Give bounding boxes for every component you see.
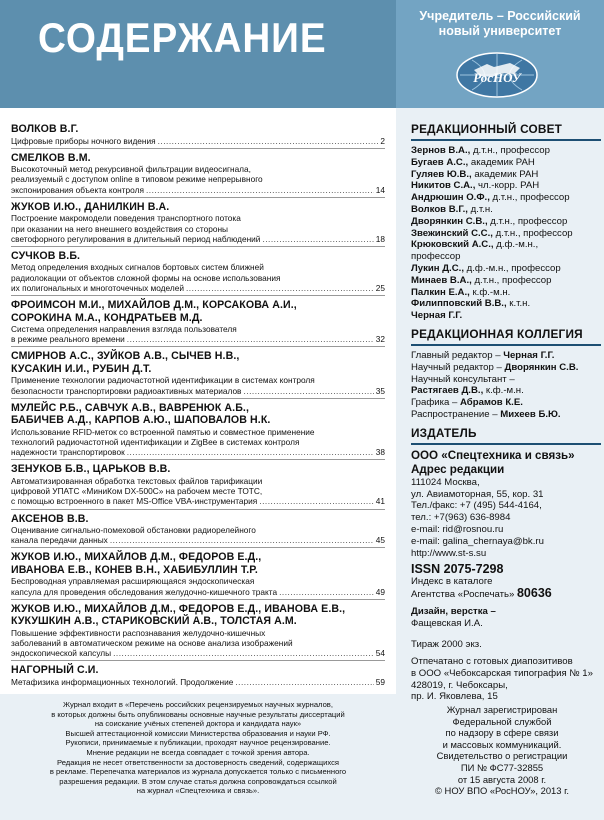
toc-page-number: 45 xyxy=(375,535,385,546)
design-name: Фащевская И.А. xyxy=(411,617,483,629)
address-title: Адрес редакции xyxy=(411,462,505,476)
member-role: д.т.н., профессор xyxy=(470,145,550,156)
toc-title-line xyxy=(11,628,385,638)
collegium-row xyxy=(411,385,601,397)
member-role: д.т.н. xyxy=(467,203,493,215)
member-role: д.т.н., профессор xyxy=(489,192,570,204)
address-line: 111024 Москва, xyxy=(411,476,480,488)
toc-page-number: 32 xyxy=(375,334,385,345)
print-info xyxy=(411,656,601,703)
toc-leader-dots xyxy=(113,648,374,658)
toc-leader-dots xyxy=(127,334,374,344)
member-name: Черная Г.Г. xyxy=(411,310,463,322)
registration-info xyxy=(404,704,600,797)
member-name: Филипповский В.В., xyxy=(411,298,507,310)
toc-leader-dots xyxy=(127,447,374,457)
toc-title: при оказании на него внешнего воздействия со стороны xyxy=(11,223,228,234)
toc-leader-dots xyxy=(235,677,373,687)
member-role: профессор xyxy=(411,251,461,263)
toc-title: радиолокации от объектов сложной формы на основе использования xyxy=(11,272,281,283)
registration-line: от 15 августа 2008 г. xyxy=(457,773,547,785)
toc-page-number: 59 xyxy=(375,676,385,687)
registration-line: ПИ № ФС77-32855 xyxy=(460,761,544,773)
toc-authors: МУЛЕЙС Р.Б., САВЧУК А.В., ВАВРЕНЮК А.Б., xyxy=(11,401,250,414)
board-member xyxy=(411,192,601,204)
member-name: Дворянкин С.В., xyxy=(411,215,488,227)
board-member xyxy=(411,263,601,275)
member-role: д.т.н., профессор xyxy=(471,274,552,286)
toc-entry xyxy=(11,120,385,148)
toc-page-number: 49 xyxy=(375,586,385,597)
toc-title-line xyxy=(11,648,385,658)
board-member xyxy=(411,251,601,263)
member-role: д.ф.-м.н., xyxy=(493,239,539,251)
collegium-role: Главный редактор – xyxy=(411,349,504,361)
toc-authors: КУКУШКИН А.В., СТАРИКОВСКИЙ А.В., ТОЛСТАЯ А.М. xyxy=(11,615,297,628)
collegium-row xyxy=(411,397,601,409)
toc-title-line xyxy=(11,224,385,234)
registration-line: и массовых коммуникаций. xyxy=(442,738,562,750)
section-divider xyxy=(411,344,601,346)
board-member xyxy=(411,180,601,192)
toc-authors: КУСАКИН И.И., РУБИН Д.Т. xyxy=(11,362,152,375)
member-name: Звежинский С.С., xyxy=(411,227,493,239)
toc-leader-dots xyxy=(186,283,374,293)
toc-leader-dots xyxy=(146,185,374,195)
toc-title-line xyxy=(11,576,385,586)
collegium-members xyxy=(411,350,601,421)
board-member xyxy=(411,216,601,228)
member-role: академик РАН xyxy=(471,168,539,180)
note-line: разрешения редакции. В этом случае статья должна сопровождаться ссылкой xyxy=(59,776,337,786)
toc-title-line xyxy=(11,587,385,597)
note-line: Журнал входит в «Перечень российских рецензируемых научных журналов, xyxy=(63,700,333,709)
toc-authors: БАБИЧЕВ А.Д., КАРПОВ А.Ю., ШАПОВАЛОВ Н.К. xyxy=(11,414,271,427)
toc-authors: ЖУКОВ И.Ю., ДАНИЛКИН В.А. xyxy=(11,200,170,213)
publisher-name: ООО «Спецтехника и связь» xyxy=(411,448,575,462)
member-role: д.ф.-м.н., профессор xyxy=(464,262,561,274)
index-label: Индекс в каталоге xyxy=(411,576,493,588)
editorial-sidebar xyxy=(411,122,601,703)
toc-title: с помощью встроенного в пакет MS-Office VBA-инструментария xyxy=(11,496,258,507)
toc-title-line xyxy=(11,164,385,174)
toc-title: Оценивание сигнально-помеховой обстановки радиорелейного xyxy=(11,525,256,536)
toc-title-line xyxy=(11,283,385,293)
toc-authors: ВОЛКОВ В.Г. xyxy=(11,123,79,135)
print-line: пр. И. Яковлева, 15 xyxy=(411,691,498,703)
section-divider xyxy=(411,443,601,445)
toc-entry xyxy=(11,599,385,661)
registration-line: по надзору в сфере связи xyxy=(445,727,559,739)
address-line: e-mail: rid@rosnou.ru xyxy=(411,523,504,535)
collegium-role: Научный редактор – xyxy=(411,361,505,373)
toc-page-number: 54 xyxy=(375,648,385,659)
board-title: РЕДАКЦИОННЫЙ СОВЕТ xyxy=(411,122,563,136)
toc-leader-dots xyxy=(243,386,373,396)
toc-title-line xyxy=(11,535,385,545)
member-name: Лукин Д.С., xyxy=(411,262,464,274)
member-name: Зернов В.А., xyxy=(411,145,471,156)
member-name: Гуляев Ю.В., xyxy=(411,168,472,180)
toc-authors: НАГОРНЫЙ С.И. xyxy=(11,664,99,677)
note-line: на соискание учёных степеней доктора и кандидата наук» xyxy=(94,719,302,729)
toc-leader-dots xyxy=(279,587,374,597)
toc-title: Высокоточный метод рекурсивной фильтрации видеосигнала, xyxy=(11,164,251,175)
toc-title-line xyxy=(11,496,385,506)
member-name: Волков В.Г., xyxy=(411,203,468,215)
journal-notes xyxy=(8,700,388,796)
collegium-row xyxy=(411,350,601,362)
toc-title-line xyxy=(11,234,385,244)
toc-title-line xyxy=(11,476,385,486)
founder-line: новый университет xyxy=(438,24,562,38)
collegium-name: Дворянкин С.В. xyxy=(504,361,579,373)
print-line: в ООО «Чебоксарская типография № 1» xyxy=(411,667,593,679)
logo-text: РосНОУ xyxy=(473,70,521,85)
toc-title-line xyxy=(11,386,385,396)
address-line: ул. Авиамоторная, 55, кор. 31 xyxy=(411,488,544,500)
note-line: Мнение редакции не всегда совпадает с точкой зрения автора. xyxy=(86,747,310,757)
toc-title: Автоматизированная обработка текстовых файлов тарификации xyxy=(11,475,263,486)
note-line: Редакция не несет ответственности за достоверность сведений, содержащихся xyxy=(56,757,340,767)
toc-authors: ЖУКОВ И.Ю., МИХАЙЛОВ Д.М., ФЕДОРОВ Е.Д., ИВАНОВА Е.В., xyxy=(11,602,346,615)
toc-title: Цифровые приборы ночного видения xyxy=(11,135,156,146)
toc-authors: СУЧКОВ В.Б. xyxy=(11,249,81,262)
member-name: Палкин Е.А., xyxy=(411,286,470,298)
note-line: Высшей аттестационной комиссии Министерства образования и науки РФ. xyxy=(65,728,331,738)
member-name: Бугаев А.С., xyxy=(411,156,469,168)
board-member xyxy=(411,157,601,169)
print-line: Отпечатано с готовых диапозитивов xyxy=(411,656,573,668)
board-member xyxy=(411,228,601,240)
toc-entry xyxy=(11,197,385,246)
address-line: http://www.st-s.su xyxy=(411,547,487,559)
toc-title: в режиме реального времени xyxy=(11,334,125,345)
toc-title-line xyxy=(11,334,385,344)
toc-title: Беспроводная управляемая расширяющаяся эндоскопическая xyxy=(11,576,255,587)
toc-title: Повышение эффективности распознавания желудочно-кишечных xyxy=(11,627,266,638)
toc-entry xyxy=(11,246,385,295)
toc-title: реализуемый с доступом online в типовом режиме непрерывного xyxy=(11,174,263,185)
toc-title: экспонирования объекта контроля xyxy=(11,184,144,195)
page-title: СОДЕРЖАНИЕ xyxy=(38,14,327,61)
member-role: академик РАН xyxy=(468,156,535,168)
toc-title-line xyxy=(11,677,385,687)
collegium-role: Распространение – xyxy=(411,408,501,420)
toc-title: Применение технологии радиочастотной идентификации в системах контроля xyxy=(11,375,315,386)
toc-leader-dots xyxy=(262,234,373,244)
toc-entry xyxy=(11,346,385,397)
board-member xyxy=(411,169,601,181)
toc-title-line xyxy=(11,273,385,283)
toc-entry xyxy=(11,459,385,508)
toc-entry xyxy=(11,660,385,689)
toc-page-number: 25 xyxy=(375,282,385,293)
toc-title-line xyxy=(11,136,385,146)
member-name: Крюковский А.С., xyxy=(411,239,494,251)
toc-page-number: 35 xyxy=(375,385,385,396)
board-member xyxy=(411,239,601,251)
address-lines xyxy=(411,477,601,560)
toc-title-line xyxy=(11,262,385,272)
toc-entry xyxy=(11,547,385,598)
toc-leader-dots xyxy=(259,496,373,506)
toc-title: эндоскопической капсулы xyxy=(11,648,112,659)
toc-title: Метафизика информационных технологий. Продолжение xyxy=(11,676,234,687)
collegium-name: Черная Г.Г. xyxy=(503,349,555,361)
toc-authors: ЖУКОВ И.Ю., МИХАЙЛОВ Д.М., ФЕДОРОВ Е.Д., xyxy=(11,551,262,564)
founder-line: Учредитель – Российский xyxy=(419,9,581,23)
toc-leader-dots xyxy=(158,136,379,146)
note-line: в рекламе. Перепечатка материалов из журнала допускается только с письменного xyxy=(49,767,347,777)
board-member xyxy=(411,145,601,157)
issn: ISSN 2075-7298 xyxy=(411,562,504,577)
toc-leader-dots xyxy=(110,535,374,545)
design-label: Дизайн, верстка – xyxy=(411,605,496,617)
board-member xyxy=(411,298,601,310)
note-line: Рукописи, принимаемые к публикации, проходят научное рецензирование. xyxy=(65,738,331,748)
rosnou-logo-icon xyxy=(454,50,540,100)
toc-title-line xyxy=(11,525,385,535)
toc-title: светофорного регулирования в длительный период наблюдений xyxy=(11,233,261,244)
member-name: Андрюшин О.Ф., xyxy=(411,192,490,204)
toc-authors: ЗЕНУКОВ Б.В., ЦАРЬКОВ В.В. xyxy=(11,463,171,476)
member-role: к.т.н. xyxy=(506,298,531,310)
board-member xyxy=(411,204,601,216)
toc-page-number: 18 xyxy=(375,233,385,244)
registration-line: Свидетельство о регистрации xyxy=(436,750,568,762)
toc-title-line xyxy=(11,638,385,648)
collegium-title: РЕДАКЦИОННАЯ КОЛЛЕГИЯ xyxy=(411,326,583,341)
toc-entry xyxy=(11,148,385,197)
toc-page-number: 38 xyxy=(375,447,385,458)
toc-title: надежности транспортировок xyxy=(11,447,125,458)
note-line: на журнал «Спецтехника и связь». xyxy=(136,786,260,796)
registration-line: Федеральной службой xyxy=(452,715,552,727)
collegium-extra: к.ф.-м.н. xyxy=(483,385,524,397)
member-role: к.ф.-м.н. xyxy=(469,286,511,298)
index-line xyxy=(411,585,601,601)
collegium-role: Научный консультант – xyxy=(411,373,515,385)
member-name: Никитов С.А., xyxy=(411,180,476,192)
toc-title: Метод определения входных сигналов бортовых систем ближней xyxy=(11,262,264,273)
toc-title: заболеваний в автоматическом режиме на основе анализа изображений xyxy=(11,638,293,649)
member-role: д.т.н., профессор xyxy=(487,215,568,227)
agency-name: Агентства «Роспечать» xyxy=(411,588,517,600)
toc-title: Построение макромодели поведения транспортного потока xyxy=(11,213,241,224)
toc-title-line xyxy=(11,185,385,195)
toc-title: канала передачи данных xyxy=(11,535,108,546)
toc-title: Использование RFID-меток со встроенной памятью и совместное применение xyxy=(11,426,315,437)
toc-title-line xyxy=(11,174,385,184)
toc-title-line xyxy=(11,427,385,437)
note-line: в которых должны быть опубликованы основные научные результаты диссертаций xyxy=(51,709,345,719)
toc-title: Система определения направления взгляда пользователя xyxy=(11,324,237,335)
toc-entry xyxy=(11,509,385,548)
member-name: Минаев В.А., xyxy=(411,274,472,286)
print-line: 428019, г. Чебоксары, xyxy=(411,679,508,691)
table-of-contents xyxy=(11,120,385,689)
collegium-row xyxy=(411,409,601,421)
board-member xyxy=(411,287,601,299)
founder-text xyxy=(400,9,600,39)
toc-title: цифровой УПАТС «МиниКом DX-500C» на рабочем месте ТОТС, xyxy=(11,486,263,497)
toc-title-line xyxy=(11,213,385,223)
address-line: тел.: +7(963) 636-8984 xyxy=(411,512,511,524)
collegium-role: Графика – xyxy=(411,397,460,409)
collegium-row xyxy=(411,374,601,386)
toc-title: их полигональных и многоточечных моделей xyxy=(11,282,184,293)
registration-line: © НОУ ВПО «РосНОУ», 2013 г. xyxy=(435,785,569,797)
section-divider xyxy=(411,139,601,141)
toc-title: капсула для проведения обследования желудочно-кишечного тракта xyxy=(11,586,278,597)
toc-authors: СМИРНОВ А.С., ЗУЙКОВ А.В., СЫЧЕВ Н.В., xyxy=(11,350,240,363)
toc-title-line xyxy=(11,375,385,385)
toc-authors: АКСЕНОВ В.В. xyxy=(11,512,89,525)
collegium-name: Абрамов К.Е. xyxy=(460,397,523,409)
member-role: чл.-корр. РАН xyxy=(475,180,540,192)
toc-authors: СОРОКИНА М.А., КОНДРАТЬЕВ М.Д. xyxy=(11,311,203,324)
collegium-row xyxy=(411,362,601,374)
board-member xyxy=(411,275,601,287)
collegium-name: Михеев Б.Ю. xyxy=(500,408,561,420)
registration-line: Журнал зарегистрирован xyxy=(446,704,558,715)
toc-title-line xyxy=(11,486,385,496)
toc-title-line xyxy=(11,447,385,457)
member-role: д.т.н., профессор xyxy=(492,227,573,239)
toc-page-number: 2 xyxy=(380,135,385,146)
circulation: Тираж 2000 экз. xyxy=(411,639,482,651)
toc-page-number: 41 xyxy=(375,496,385,507)
toc-entry xyxy=(11,295,385,346)
toc-title-line xyxy=(11,324,385,334)
toc-title-line xyxy=(11,437,385,447)
toc-authors: СМЕЛКОВ В.М. xyxy=(11,151,91,164)
board-members xyxy=(411,145,601,322)
board-member xyxy=(411,310,601,322)
toc-authors: ФРОИМСОН М.И., МИХАЙЛОВ Д.М., КОРСАКОВА А.И., xyxy=(11,299,297,312)
collegium-name: Растягаев Д.В., xyxy=(411,385,484,397)
toc-entry xyxy=(11,398,385,460)
toc-title: безопасности транспортировки радиоактивных материалов xyxy=(11,385,242,396)
publisher-title: ИЗДАТЕЛЬ xyxy=(411,425,477,440)
toc-authors: ИВАНОВА Е.В., КОНЕВ В.Н., ХАБИБУЛЛИН Т.Р. xyxy=(11,563,258,576)
toc-title: технологий радиочастотной идентификации и ZigBee в системах контроля xyxy=(11,437,300,448)
subscription-index: 80636 xyxy=(516,585,552,600)
address-line: e-mail: galina_chernaya@bk.ru xyxy=(411,535,544,547)
toc-page-number: 14 xyxy=(375,184,385,195)
address-line: Тел./факс: +7 (495) 544-4164, xyxy=(411,500,542,512)
